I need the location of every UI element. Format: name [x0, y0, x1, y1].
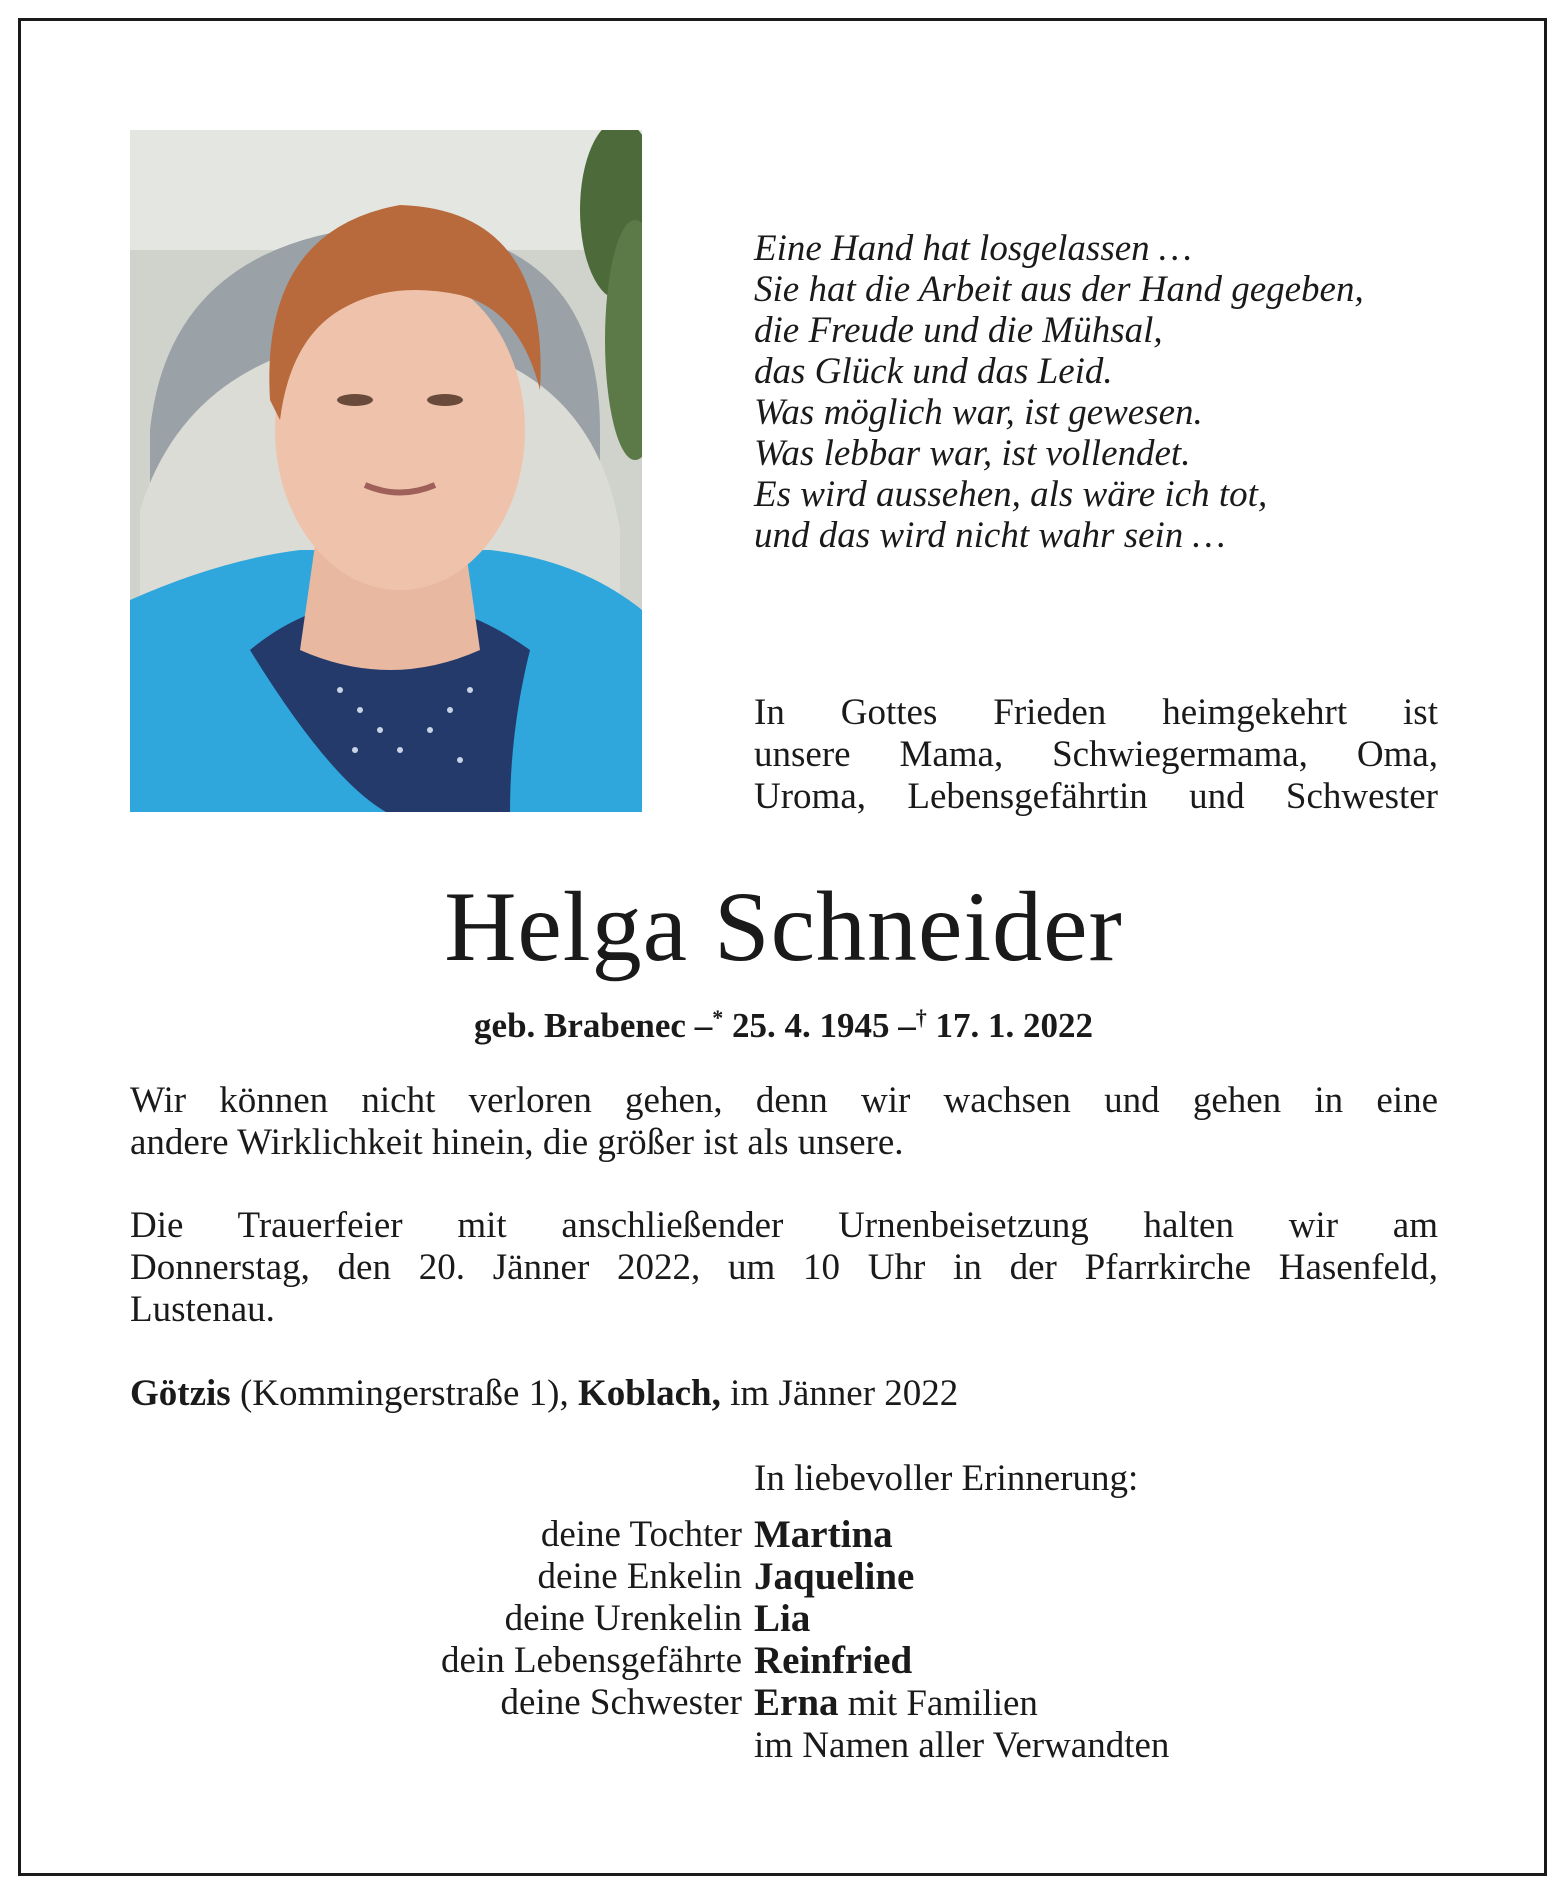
family-list	[130, 1514, 1438, 1766]
paragraph-line: andere Wirklichkeit hinein, die größer ist als unsere.	[130, 1122, 904, 1163]
dash: –	[694, 1006, 713, 1045]
family-row	[130, 1640, 1438, 1682]
poem-line: die Freude und die Mühsal,	[754, 310, 1163, 351]
address: (Kommingerstraße 1),	[230, 1373, 578, 1414]
poem	[754, 228, 1454, 556]
relative-name: Jaqueline	[754, 1555, 915, 1598]
portrait-image	[130, 130, 642, 812]
poem-line: und das wird nicht wahr sein …	[754, 515, 1226, 556]
relation: deine Urenkelin	[504, 1598, 742, 1639]
relative-name: Reinfried	[754, 1639, 913, 1682]
relation: deine Schwester	[500, 1682, 742, 1723]
town-koblach: Koblach,	[578, 1373, 721, 1414]
town-goetzis: Götzis	[130, 1373, 231, 1414]
relation: deine Tochter	[540, 1514, 742, 1555]
birth-name: geb. Brabenec	[474, 1006, 686, 1045]
poem-line: Was möglich war, ist gewesen.	[754, 392, 1203, 433]
relative-name: Erna	[754, 1681, 839, 1724]
paragraph-line: Donnerstag, den 20. Jänner 2022, um 10 Uhr in der Pfarrkirche Hasenfeld,	[130, 1247, 1438, 1288]
death-date: 17. 1. 2022	[935, 1006, 1093, 1045]
intro-line: Uroma, Lebensgefährtin und Schwester	[754, 776, 1438, 817]
poem-line: Was lebbar war, ist vollendet.	[754, 433, 1191, 474]
intro-line: In Gottes Frieden heimgekehrt ist	[754, 692, 1438, 733]
family-row	[130, 1514, 1438, 1556]
family-row	[130, 1556, 1438, 1598]
month-year: im Jänner 2022	[720, 1373, 959, 1414]
family-row	[130, 1598, 1438, 1640]
poem-line: Sie hat die Arbeit aus der Hand gegeben,	[754, 269, 1364, 310]
poem-line: das Glück und das Leid.	[754, 351, 1113, 392]
family-row	[130, 1682, 1438, 1724]
portrait-photo	[130, 130, 642, 812]
intro-line: unsere Mama, Schwiegermama, Oma,	[754, 734, 1438, 775]
intro-text	[754, 692, 1438, 818]
relative-name: Martina	[754, 1513, 893, 1556]
relation: dein Lebensgefährte	[441, 1640, 742, 1681]
poem-line: Eine Hand hat losgelassen …	[754, 228, 1192, 269]
relative-name: Lia	[754, 1597, 811, 1640]
family-row	[130, 1724, 1438, 1766]
relative-suffix: mit Familien	[838, 1683, 1038, 1724]
poem-line: Es wird aussehen, als wäre ich tot,	[754, 474, 1268, 515]
paragraph-line: Lustenau.	[130, 1289, 275, 1330]
death-mark: †	[915, 1005, 927, 1030]
paragraph-line: Wir können nicht verloren gehen, denn wir wachsen und gehen in eine	[130, 1080, 1438, 1121]
consolation-paragraph	[130, 1080, 1438, 1164]
ceremony-paragraph	[130, 1205, 1438, 1331]
paragraph-line: Die Trauerfeier mit anschließender Urnenbeisetzung halten wir am	[130, 1205, 1438, 1246]
deceased-name: Helga Schneider	[444, 871, 1123, 982]
dash: –	[898, 1006, 916, 1045]
birth-mark: *	[712, 1005, 724, 1030]
relation: deine Enkelin	[537, 1556, 742, 1597]
memory-heading: In liebevoller Erinnerung:	[754, 1458, 1139, 1499]
life-dates	[0, 996, 1567, 1048]
place-date-line	[130, 1373, 958, 1415]
relation	[130, 1724, 742, 1766]
birth-date: 25. 4. 1945	[731, 1006, 890, 1045]
relative-suffix: im Namen aller Verwandten	[754, 1725, 1170, 1766]
